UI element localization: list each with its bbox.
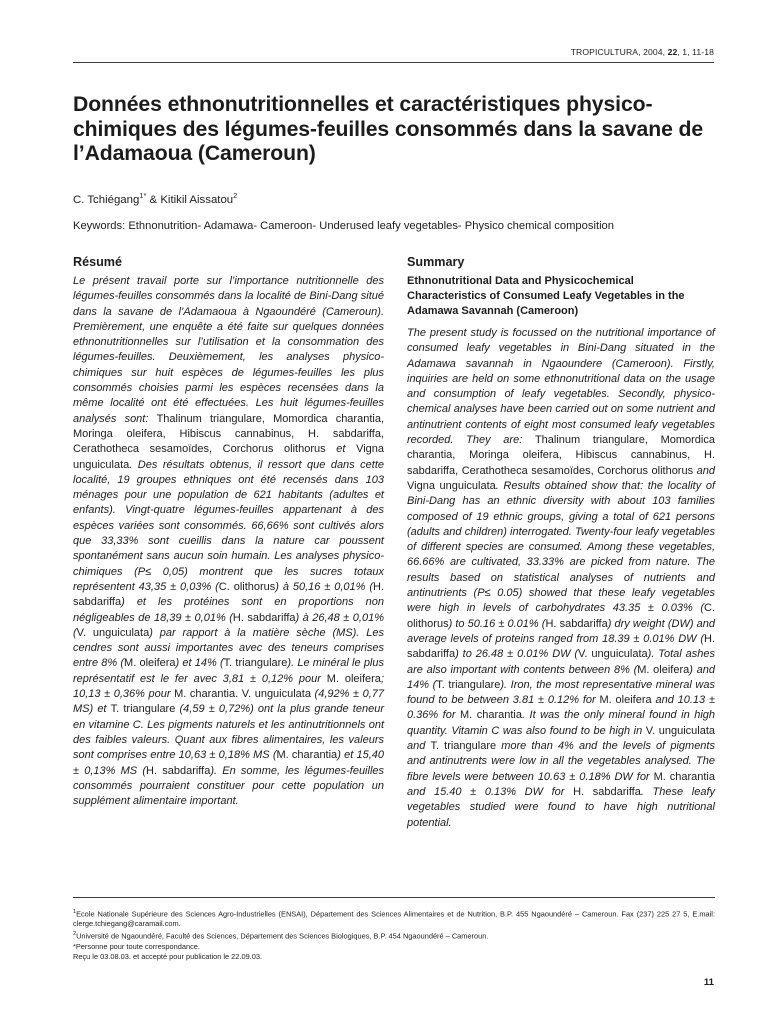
resume-heading: Résumé (73, 255, 122, 269)
resume-text: Le présent travail porte sur l’importance nutritionnelle des légumes-feuilles consommés dans la localité de Bini-Dang situé dans la savane de l’Adamaoua à Ngaoundéré (Cameroun). Premièrement, une enquête a été faite sur quelques données ethnonutritionnelles sur l’utilisation et la consommation des légumes-feuilles. Deuxièmement, les analyses physico-chimiques sur huit espèces de légumes-feuilles les plus consommés choisies parmi les espèces recensées dans la même localité ont été effectuées. Les huit légumes-feuilles analysés sont: Thalinum triangulare, Momordica charantia, Moringa oleifera, Hibiscus cannabinus, H. sabdariffa, Cerathotheca sesamoïdes, Corchorus olithorus et Vigna unguiculata. Des résultats obtenus, il ressort que dans cette localité, 19 groupes ethniques ont été recensés dans 103 ménages pour une population de 621 habitants (adultes et enfants). Vingt-quatre légumes-feuilles appartenant à des espèces variées sont consommés. 66,66% sont cultivés alors que 33,33% sont cueillis dans la nature car poussent spontanément sans aucun soin humain. Les analyses physico-chimiques (P≤ 0,05) montrent que les sucres totaux représentent 43,35 ± 0,03% (C. olithorus) à 50,16 ± 0,01% (H. sabdariffa) et les protéines sont en proportions non négligeables de 18,39 ± 0,01% (H. sabdariffa) à 26,48 ± 0,01% (V. unguiculata) par rapport à la matière sèche (MS). Les cendres sont aussi importantes avec des teneurs comprises entre 8% (M. oleifera) et 14% (T. triangulare). Le minéral le plus représentatif est le fer avec 3,81 ± 0,12% pour M. oleifera; 10,13 ± 0,36% pour M. charantia. V. unguiculata (4,92% ± 0,77 MS) et T. triangulare (4,59 ± 0,72%) ont la plus grande teneur en vitamine C. Les pigments naturels et les antinutritionnels ont des faibles valeurs. Quant aux fibres alimentaires, les valeurs sont comprises entre 10,63 ± 0,18% MS (M. charantia) et 15,40 ± 0,13% MS (H. sabdariffa). En somme, les légumes-feuilles consommés pourraient constituer pour cette population un supplément alimentaire important. (73, 275, 385, 808)
author-separator: & (146, 193, 161, 206)
author-name: C. Tchiégang (73, 193, 140, 206)
journal-reference (571, 47, 714, 57)
footnote-correspondence: *Personne pour toute correspondance. (73, 941, 200, 951)
summary-heading: Summary (407, 255, 465, 269)
author-affiliation-mark: 1* (139, 191, 147, 200)
footnote-affiliation-1: $^1$Ecole Nationale Supérieure des Sciences Agro-Industrielles (ENSAI), Département des Sciences Alimentaires et de Nutrition, B.P. 455 Ngaoundéré – Cameroun. Fax (237) 225 27 5, E.mail: clerge.tchiegang@caramail.com. (73, 909, 715, 929)
journal-issue-pages: , 1, 11-18 (677, 47, 714, 57)
summary-text: The present study is focussed on the nutritional importance of consumed leafy vegetables in Bini-Dang situated in the Adamawa savannah in Ngaoundere (Cameroon). Firstly, inquiries are held on some ethnonutritional data on the usage and consumption of leafy vegetables. Secondly, physico-chemical analyses have been carried out on some nutrient and antinutrient contents of eight most consumed leafy vegetables recorded. They are: Thalinum triangulare, Momordica charantia, Moringa oleifera, Hibiscus cannabinus, H. sabdariffa, Cerathotheca sesamoïdes, Corchorus olithorus and Vigna unguiculata. Results obtained show that: the locality of Bini-Dang has an ethnic diversity with about 103 families composed of 19 ethnic groups, giving a total of 621 persons (adults and children) interrogated. Twenty-four leafy vegetables of different species are consumed. Among these vegetables, 66.66% are cultivated, 33.33% are picked from nature. The results based on statistical analyses of nutrients and antinutrients (P≤ 0.05) showed that these leafy vegetables were high in levels of carbohydrates 43.35 ± 0.03% (C. olithorus) to 50.16 ± 0.01% (H. sabdariffa) dry weight (DW) and average levels of proteins ranged from 18.39 ± 0.01% DW (H. sabdariffa) to 26.48 ± 0.01% DW (V. unguiculata). Total ashes are also important with contents between 8% (M. oleifera) and 14% (T. triangulare). Iron, the most representative mineral was found to be between 3.81 ± 0.12% for M. oleifera and 10.13 ± 0.36% for M. charantia. It was the only mineral found in high quantity. Vitamin C was also found to be high in V. unguiculata and T. triangulare more than 4% and the levels of pigments and antinutrents were low in all the vegetables analysed. The fibre levels were between 10.63 ± 0.18% DW for M. charantia and 15.40 ± 0.13% DW for H. sabdariffa. These leafy vegetables studied were found to have high nutritional potential. (407, 327, 716, 829)
journal-volume: 22 (667, 47, 678, 57)
header-divider (73, 62, 714, 63)
keywords-line: Keywords: Ethnonutrition- Adamawa- Cameroon- Underused leafy vegetables- Physico chemical composition (73, 220, 614, 232)
author-affiliation-mark: 2 (233, 191, 238, 200)
article-title: Données ethnonutritionnelles et caractéristiques physico-chimiques des légumes-feuilles consommés dans la savane de l’Adamaoua (Cameroun) (73, 93, 704, 166)
english-title: Ethnonutritional Data and Physicochemical Characteristics of Consumed Leafy Vegetables in the Adamawa Savannah (Cameroon) (407, 275, 685, 317)
footnote-received-date: Reçu le 03.08.03. et accepté pour publication le 22.09.03. (73, 951, 263, 961)
journal-name: TROPICULTURA, 2004, (570, 47, 668, 57)
resume-column (73, 254, 384, 809)
footnote-affiliation-2: $^2$Université de Ngaoundéré, Faculté des Sciences, Département des Sciences Biologiques, B.P. 454 Ngaoundéré – Cameroun. (73, 931, 489, 941)
footnotes (73, 907, 715, 962)
author-list (73, 191, 237, 206)
page-number: 11 (703, 977, 714, 988)
summary-column (407, 254, 715, 831)
footnote-divider (73, 897, 715, 898)
author-name: Kitikil Aissatou (160, 193, 234, 206)
